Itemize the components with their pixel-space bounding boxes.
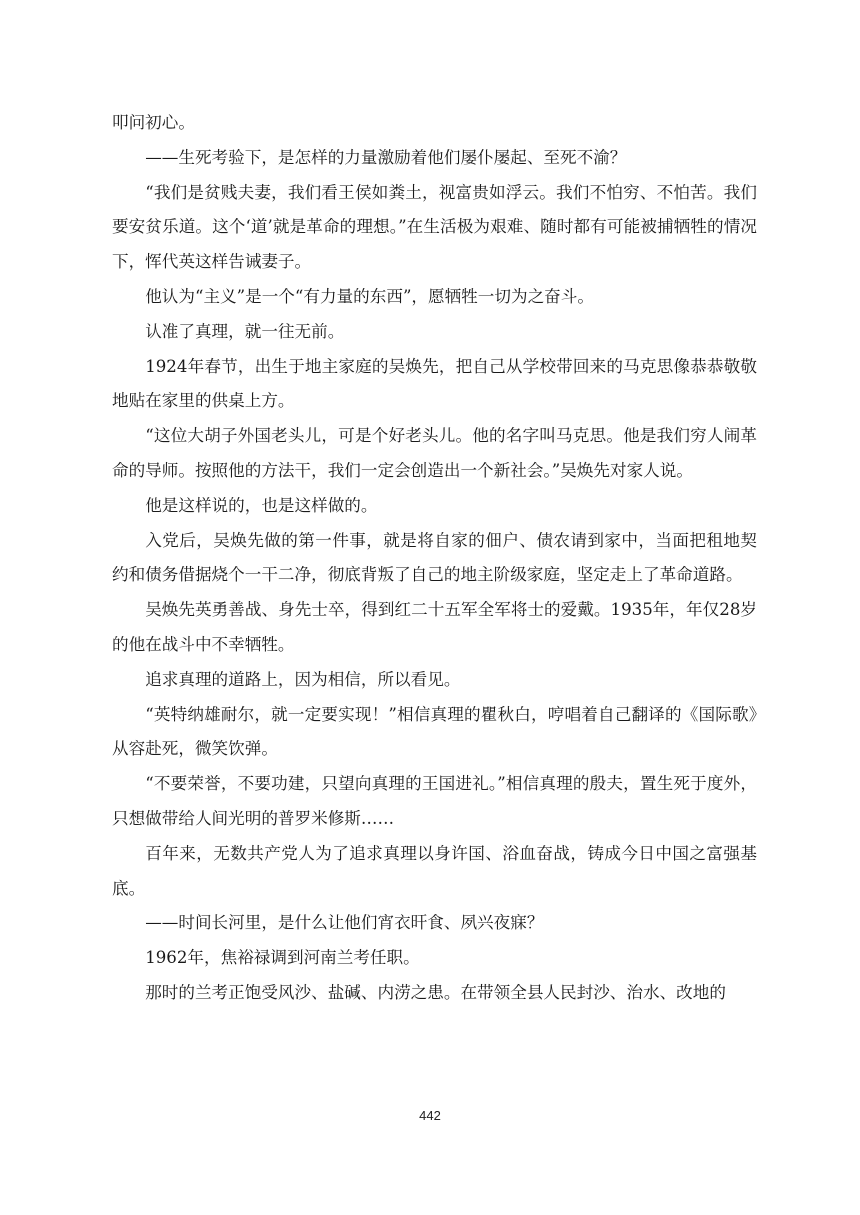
paragraph-17: 那时的兰考正饱受风沙、盐碱、内涝之患。在带领全县人民封沙、治水、改地的 <box>145 982 726 1002</box>
paragraph-12: “英特纳雄耐尔，就一定要实现！”相信真理的瞿秋白，哼唱着自己翻译的《国际歌》从容赴死，微笑饮弹。 <box>112 704 757 759</box>
paragraph-3: “我们是贫贱夫妻，我们看王侯如粪土，视富贵如浮云。我们不怕穷、不怕苦。我们要安贫乐道。这个‘道’就是革命的理想。”在生活极为艰难、随时都有可能被捕牺牲的情况下，恽代英这样告诫妻子。 <box>112 182 757 272</box>
paragraph-8: 他是这样说的，也是这样做的。 <box>145 495 378 515</box>
page-number: 442 <box>419 1108 441 1123</box>
paragraph-11: 追求真理的道路上，因为相信，所以看见。 <box>145 669 461 689</box>
document-body <box>112 106 757 1011</box>
paragraph-7: “这位大胡子外国老头儿，可是个好老头儿。他的名字叫马克思。他是我们穷人闹革命的导师。按照他的方法干，我们一定会创造出一个新社会。”吴焕先对家人说。 <box>112 426 757 480</box>
paragraph-9: 入党后，吴焕先做的第一件事，就是将自家的佃户、债农请到家中，当面把租地契约和债务借据烧个一干二净，彻底背叛了自己的地主阶级家庭，坚定走上了革命道路。 <box>112 530 757 585</box>
paragraph-4: 他认为“主义”是一个“有力量的东西”，愿牺牲一切为之奋斗。 <box>145 286 594 306</box>
paragraph-16: 1962年，焦裕禄调到河南兰考任职。 <box>145 948 420 968</box>
paragraph-5: 认准了真理，就一往无前。 <box>145 321 345 341</box>
paragraph-15: ——时间长河里，是什么让他们宵衣旰食、夙兴夜寐？ <box>145 913 544 933</box>
paragraph-6: 1924年春节，出生于地主家庭的吴焕先，把自己从学校带回来的马克思像恭恭敬敬地贴在家里的供桌上方。 <box>112 356 757 411</box>
paragraph-2: ——生死考验下，是怎样的力量激励着他们屡仆屡起、至死不渝？ <box>145 147 627 167</box>
paragraph-14: 百年来，无数共产党人为了追求真理以身许国、浴血奋战，铸成今日中国之富强基底。 <box>112 843 757 898</box>
paragraph-10: 吴焕先英勇善战、身先士卒，得到红二十五军全军将士的爱戴。1935年，年仅28岁的他在战斗中不幸牺牲。 <box>112 600 757 654</box>
paragraph-1: 叩问初心。 <box>112 113 195 132</box>
paragraph-13: “不要荣誉，不要功建，只望向真理的王国进礼。”相信真理的殷夫，置生死于度外，只想做带给人间光明的普罗米修斯…… <box>112 774 757 828</box>
